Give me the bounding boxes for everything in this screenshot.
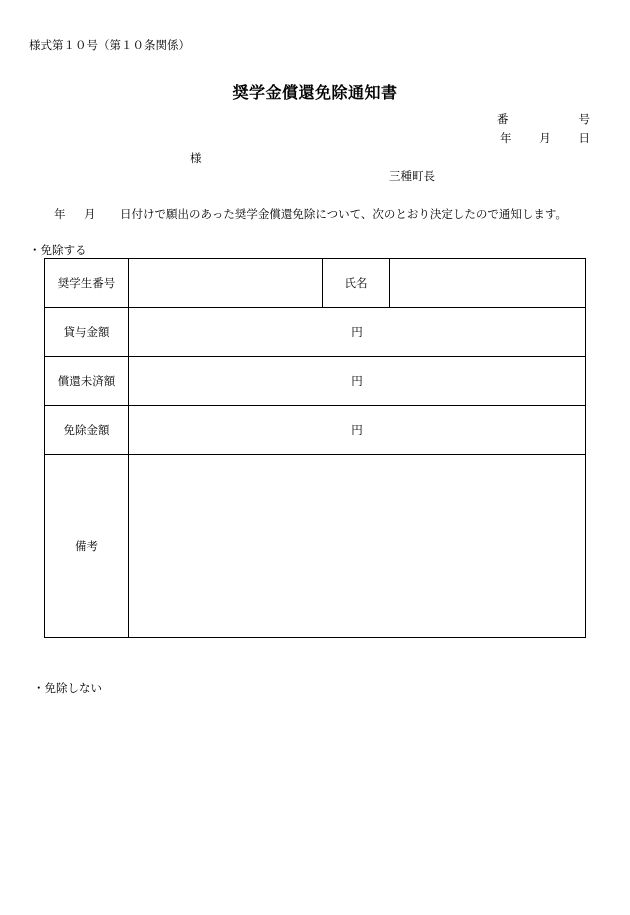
exempt-amount-label: 免除金額 [45, 406, 129, 455]
loan-amount-field[interactable] [129, 308, 586, 357]
date-year: 年 [500, 131, 512, 145]
table-row [45, 308, 586, 357]
unpaid-amount-field[interactable] [129, 357, 586, 406]
exempt-amount-field[interactable] [129, 406, 586, 455]
table-row [45, 455, 586, 638]
remarks-label: 備考 [45, 455, 129, 638]
yen-unit: 円 [351, 374, 363, 388]
table-row [45, 406, 586, 455]
number-label: 番 [497, 112, 509, 126]
document-title: 奨学金償還免除通知書 [232, 83, 398, 102]
remarks-field[interactable] [129, 455, 586, 638]
name-label: 氏名 [323, 259, 390, 308]
yen-unit: 円 [351, 325, 363, 339]
student-no-field[interactable] [129, 259, 323, 308]
document-number-line [497, 111, 590, 127]
table-row [45, 357, 586, 406]
issue-date-line [500, 130, 590, 146]
section-not-exempt-heading: ・免除しない [33, 681, 102, 695]
date-day: 日 [578, 131, 590, 145]
section-exempt-heading: ・免除する [29, 243, 87, 257]
unpaid-amount-label: 償還未済額 [45, 357, 129, 406]
date-month: 月 [539, 131, 551, 145]
body-year: 年 [54, 207, 66, 221]
yen-unit: 円 [351, 423, 363, 437]
body-month: 月 [84, 207, 96, 221]
loan-amount-label: 貸与金額 [45, 308, 129, 357]
notice-body [54, 206, 567, 222]
student-no-label: 奨学生番号 [45, 259, 129, 308]
form-number: 様式第１０号（第１０条関係） [29, 38, 190, 52]
exemption-table [44, 258, 586, 638]
name-field[interactable] [390, 259, 586, 308]
issuer-name: 三種町長 [389, 169, 435, 183]
number-suffix: 号 [578, 112, 590, 126]
body-text: 日付けで願出のあった奨学金償還免除について、次のとおり決定したので通知します。 [120, 207, 568, 221]
table-row [45, 259, 586, 308]
addressee-suffix: 様 [190, 151, 202, 165]
